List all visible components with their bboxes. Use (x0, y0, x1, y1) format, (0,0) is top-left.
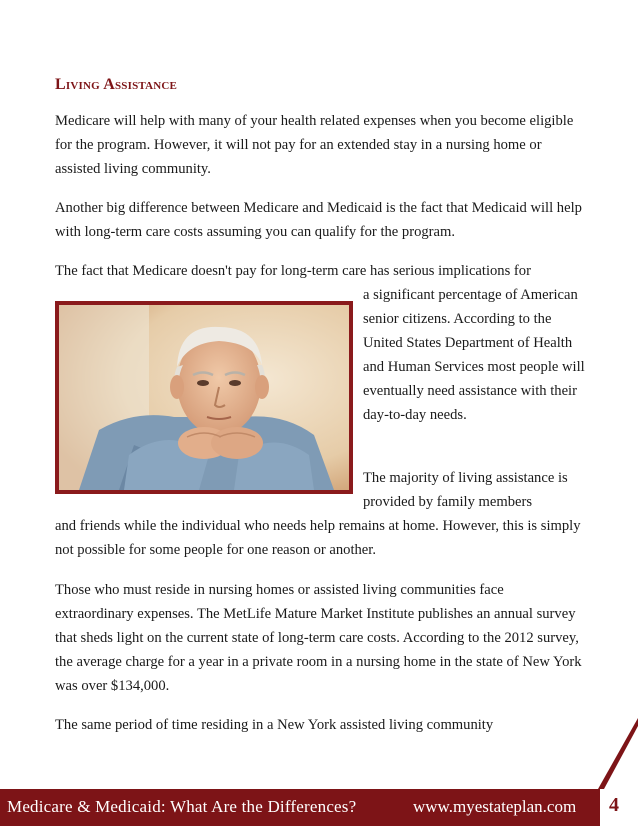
paragraph-assisted-living: The same period of time residing in a New York assisted living community (55, 717, 494, 733)
section-heading: Living Assistance (55, 76, 178, 93)
senior-man-photo (55, 301, 353, 494)
page-number: 4 (609, 794, 619, 816)
footer-url[interactable]: www.myestateplan.com (413, 797, 577, 816)
paragraph-family-side: The majority of living assistance is provided by family members (363, 470, 568, 510)
paragraph-implications-lead: The fact that Medicare doesn't pay for long-term care has serious implications for (55, 263, 531, 279)
senior-man-illustration (59, 305, 349, 490)
page-corner-decoration (598, 718, 638, 789)
paragraph-implications-side: a significant percentage of American senior citizens. According to the United States Department of Health and Human Services most people will eventually need assistance with their day-to-day needs. (363, 287, 585, 423)
paragraph-medicare-expenses: Medicare will help with many of your health related expenses when you become eligible for the program. However, it will not pay for an extended stay in a nursing home or assisted living community. (55, 113, 574, 177)
paragraph-family-rest: and friends while the individual who needs help remains at home. However, this is simply not possible for some people for one reason or another. (55, 518, 581, 558)
footer-title: Medicare & Medicaid: What Are the Differences? (7, 797, 357, 816)
paragraph-medicaid-difference: Another big difference between Medicare and Medicaid is the fact that Medicaid will help with long-term care costs assuming you can qualify for the program. (55, 200, 582, 240)
paragraph-expenses: Those who must reside in nursing homes or assisted living communities face extraordinary expenses. The MetLife Mature Market Institute publishes an annual survey that sheds light on the current state of long-term care costs. According to the 2012 survey, the average charge for a year in a private room in a nursing home in the state of New York was over $134,000. (55, 582, 582, 694)
